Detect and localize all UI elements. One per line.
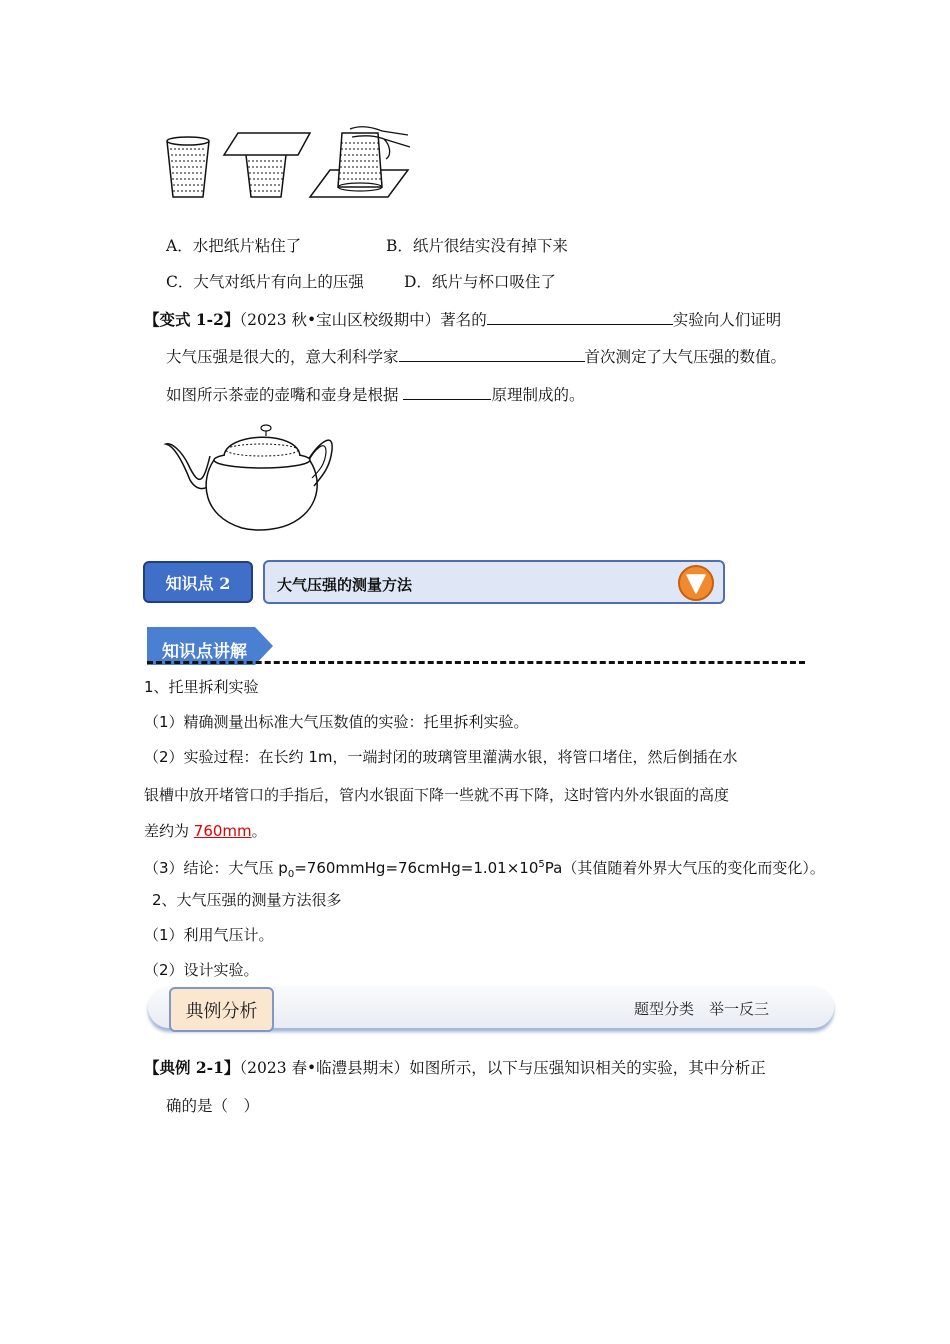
variant-question-line2: [166, 345, 786, 367]
variant-source: （2023 秋•宝山区校级期中）: [239, 311, 441, 329]
answer-blank-2[interactable]: [399, 345, 585, 362]
content-method-1: （1）利用气压计。: [144, 926, 274, 944]
knowledge-point-title: 大气压强的测量方法: [277, 576, 413, 594]
example-banner-subtitle: 题型分类 举一反三: [634, 1000, 770, 1018]
content-conclusion: [144, 855, 825, 885]
content-text: Pa（其值随着外界大气压的变化而变化）。: [544, 859, 825, 877]
knowledge-point-badge: 知识点 2: [143, 561, 253, 603]
example-question-line1: [144, 1058, 766, 1078]
explain-tab-label: 知识点讲解: [162, 642, 247, 662]
content-point-1: （1）精确测量出标准大气压数值的实验：托里拆利实验。: [144, 713, 529, 731]
variant-text: 实验向人们证明: [672, 311, 782, 329]
content-point-2-line2: 银槽中放开堵管口的手指后，管内水银面下降一些就不再下降，这时管内外水银面的高度: [144, 786, 730, 804]
variant-text: 原理制成的。: [491, 386, 585, 404]
example-source: （2023 春•临澧县期末）: [239, 1059, 410, 1077]
subscript: 0: [287, 869, 295, 880]
variant-text: 著名的: [440, 311, 487, 329]
variant-question-line3: [166, 383, 584, 405]
option-c: C．大气对纸片有向上的压强: [166, 273, 364, 291]
cup-experiment-figure: [160, 125, 412, 203]
option-b: B．纸片很结实没有掉下来: [386, 237, 568, 255]
example-label: 【典例 2-1】: [144, 1058, 240, 1077]
example-question-line2: 确的是（ ）: [166, 1097, 260, 1115]
variant-text: 首次测定了大气压强的数值。: [584, 348, 787, 366]
option-d: D．纸片与杯口吸住了: [404, 273, 556, 291]
content-method-2: （2）设计实验。: [144, 961, 259, 979]
content-text: （3）结论：大气压 p: [144, 859, 288, 877]
section-heading-2: 2、大气压强的测量方法很多: [152, 891, 342, 909]
option-a: A．水把纸片粘住了: [166, 237, 302, 255]
content-text: 差约为: [144, 822, 194, 840]
answer-blank-3[interactable]: [403, 383, 491, 400]
collapse-triangle-icon[interactable]: [678, 565, 714, 601]
section-heading-1: 1、托里拆利实验: [144, 678, 259, 696]
content-point-2-line1: （2）实验过程：在长约 1m，一端封闭的玻璃管里灌满水银，将管口堵住，然后倒插在水: [144, 748, 738, 766]
teapot-figure: [162, 420, 338, 534]
section-divider: [147, 661, 805, 664]
answer-blank-1[interactable]: [487, 308, 673, 325]
content-text: =760mmHg=76cmHg=1.01×10: [294, 859, 539, 877]
example-banner-tag: 典例分析: [169, 987, 274, 1032]
superscript: 5: [538, 859, 545, 870]
content-point-2-line3: [144, 821, 267, 841]
variant-label: 【变式 1-2】: [144, 310, 240, 329]
variant-question-line1: [144, 308, 781, 330]
highlight-value: 760mm: [193, 822, 252, 840]
content-text: 。: [251, 822, 267, 840]
variant-text: 大气压强是很大的，意大利科学家: [166, 348, 399, 366]
example-text: 如图所示，以下与压强知识相关的实验，其中分析正: [409, 1059, 766, 1077]
variant-text: 如图所示茶壶的壶嘴和壶身是根据: [166, 386, 399, 404]
